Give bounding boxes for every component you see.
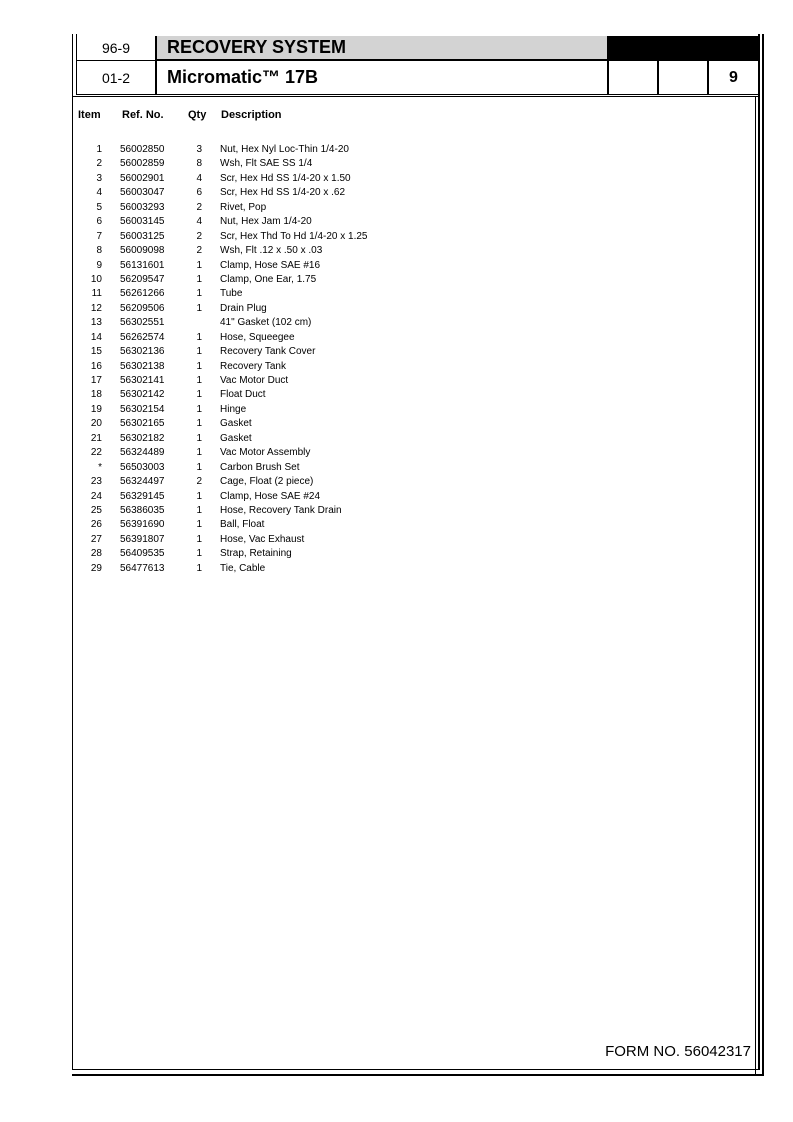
quantity: 1 bbox=[196, 548, 202, 560]
ref-number: 56302182 bbox=[120, 432, 165, 444]
parts-row bbox=[76, 504, 476, 518]
parts-row bbox=[76, 157, 476, 171]
page-number: 9 bbox=[708, 60, 759, 95]
parts-row bbox=[76, 533, 476, 547]
page-header bbox=[76, 36, 759, 95]
parts-row bbox=[76, 417, 476, 431]
parts-row bbox=[76, 143, 476, 157]
quantity: 1 bbox=[196, 519, 202, 531]
description: 41" Gasket (102 cm) bbox=[220, 317, 312, 329]
description: Drain Plug bbox=[220, 302, 267, 314]
ref-number: 56503003 bbox=[120, 461, 165, 473]
ref-number: 56002859 bbox=[120, 158, 165, 170]
item-number: 3 bbox=[96, 172, 102, 184]
parts-row bbox=[76, 230, 476, 244]
ref-number: 56261266 bbox=[120, 288, 165, 300]
item-number: 15 bbox=[90, 346, 102, 358]
ref-number: 56262574 bbox=[120, 331, 165, 343]
frame-bottom-rule bbox=[72, 1074, 764, 1076]
description: Scr, Hex Thd To Hd 1/4-20 x 1.25 bbox=[220, 230, 368, 242]
ref-number: 56302136 bbox=[120, 346, 165, 358]
quantity: 1 bbox=[196, 418, 202, 430]
ref-number: 56324489 bbox=[120, 447, 165, 459]
column-header-ref: Ref. No. bbox=[122, 109, 164, 121]
revision-code: 01-2 bbox=[76, 60, 156, 95]
section-code: 96-9 bbox=[76, 36, 156, 60]
quantity: 2 bbox=[196, 245, 202, 257]
parts-row bbox=[76, 461, 476, 475]
description: Clamp, Hose SAE #16 bbox=[220, 259, 321, 271]
parts-row bbox=[76, 388, 476, 402]
item-number: 24 bbox=[90, 490, 102, 502]
description: Clamp, Hose SAE #24 bbox=[220, 490, 321, 502]
item-number: 11 bbox=[91, 288, 102, 300]
ref-number: 56409535 bbox=[120, 548, 165, 560]
quantity: 1 bbox=[196, 360, 202, 372]
frame-right-shadow bbox=[762, 34, 764, 1074]
item-number: * bbox=[98, 461, 102, 473]
parts-row bbox=[76, 518, 476, 532]
ref-number: 56329145 bbox=[120, 490, 165, 502]
item-number: 8 bbox=[96, 245, 102, 257]
description: Clamp, One Ear, 1.75 bbox=[220, 273, 317, 285]
item-number: 12 bbox=[90, 302, 102, 314]
quantity: 1 bbox=[196, 432, 202, 444]
description: Nut, Hex Nyl Loc-Thin 1/4-20 bbox=[220, 144, 349, 155]
ref-number: 56386035 bbox=[120, 504, 165, 516]
header-black-bar bbox=[608, 36, 759, 60]
description: Vac Motor Duct bbox=[220, 375, 289, 386]
description: Hose, Squeegee bbox=[220, 331, 295, 343]
ref-number: 56477613 bbox=[120, 562, 165, 574]
item-number: 14 bbox=[90, 331, 102, 343]
ref-number: 56324497 bbox=[120, 476, 165, 488]
quantity: 2 bbox=[196, 476, 202, 488]
quantity: 1 bbox=[196, 375, 202, 386]
description: Hinge bbox=[220, 403, 247, 415]
parts-row bbox=[76, 432, 476, 446]
quantity: 1 bbox=[196, 490, 202, 502]
header-divider bbox=[72, 96, 759, 97]
description: Tie, Cable bbox=[220, 562, 266, 574]
parts-row bbox=[76, 186, 476, 200]
item-number: 13 bbox=[90, 317, 102, 329]
section-title: RECOVERY SYSTEM bbox=[156, 36, 608, 60]
model-title: Micromatic™ 17B bbox=[156, 60, 608, 95]
parts-row bbox=[76, 259, 476, 273]
parts-row bbox=[76, 360, 476, 374]
header-empty-box-1 bbox=[608, 60, 658, 95]
description: Scr, Hex Hd SS 1/4-20 x .62 bbox=[220, 187, 346, 199]
ref-number: 56003125 bbox=[120, 230, 165, 242]
quantity: 1 bbox=[196, 461, 202, 473]
parts-row bbox=[76, 403, 476, 417]
description: Hose, Vac Exhaust bbox=[220, 533, 305, 545]
parts-list bbox=[76, 143, 476, 576]
parts-row bbox=[76, 215, 476, 229]
quantity: 1 bbox=[196, 259, 202, 271]
description: Recovery Tank bbox=[220, 360, 286, 372]
column-header-item: Item bbox=[78, 109, 101, 121]
description: Nut, Hex Jam 1/4-20 bbox=[220, 216, 312, 228]
ref-number: 56302551 bbox=[120, 317, 165, 329]
quantity: 8 bbox=[196, 158, 202, 170]
item-number: 27 bbox=[90, 533, 102, 545]
ref-number: 56302141 bbox=[120, 375, 165, 386]
ref-number: 56391807 bbox=[120, 533, 165, 545]
parts-row bbox=[76, 562, 476, 576]
description: Rivet, Pop bbox=[220, 201, 267, 213]
description: Hose, Recovery Tank Drain bbox=[220, 504, 342, 516]
quantity: 1 bbox=[196, 533, 202, 545]
ref-number: 56003145 bbox=[120, 216, 165, 228]
parts-row bbox=[76, 547, 476, 561]
item-number: 17 bbox=[90, 375, 102, 386]
quantity: 2 bbox=[196, 230, 202, 242]
item-number: 1 bbox=[96, 144, 102, 155]
ref-number: 56302138 bbox=[120, 360, 165, 372]
parts-row bbox=[76, 201, 476, 215]
item-number: 9 bbox=[96, 259, 102, 271]
quantity: 1 bbox=[196, 273, 202, 285]
parts-row bbox=[76, 446, 476, 460]
header-empty-box-2 bbox=[658, 60, 708, 95]
parts-row bbox=[76, 475, 476, 489]
form-number: FORM NO. 56042317 bbox=[605, 1043, 751, 1060]
quantity: 1 bbox=[196, 302, 202, 314]
parts-row bbox=[76, 374, 476, 388]
ref-number: 56131601 bbox=[120, 259, 165, 271]
item-number: 5 bbox=[96, 201, 102, 213]
quantity: 3 bbox=[196, 144, 202, 155]
item-number: 6 bbox=[96, 216, 102, 228]
quantity: 1 bbox=[196, 562, 202, 574]
item-number: 2 bbox=[96, 158, 102, 170]
item-number: 16 bbox=[90, 360, 102, 372]
description: Float Duct bbox=[220, 389, 266, 401]
parts-row bbox=[76, 345, 476, 359]
quantity: 1 bbox=[196, 331, 202, 343]
parts-row bbox=[76, 287, 476, 301]
description: Tube bbox=[220, 288, 243, 300]
parts-row bbox=[76, 244, 476, 258]
item-number: 7 bbox=[96, 230, 102, 242]
item-number: 20 bbox=[90, 418, 102, 430]
ref-number: 56209547 bbox=[120, 273, 165, 285]
ref-number: 56302142 bbox=[120, 389, 165, 401]
item-number: 19 bbox=[90, 403, 102, 415]
quantity: 6 bbox=[196, 187, 202, 199]
description: Gasket bbox=[220, 418, 252, 430]
parts-row bbox=[76, 273, 476, 287]
item-number: 21 bbox=[90, 432, 102, 444]
item-number: 29 bbox=[90, 562, 102, 574]
item-number: 23 bbox=[90, 476, 102, 488]
parts-row bbox=[76, 331, 476, 345]
ref-number: 56009098 bbox=[120, 245, 165, 257]
ref-number: 56209506 bbox=[120, 302, 165, 314]
ref-number: 56391690 bbox=[120, 519, 165, 531]
item-number: 28 bbox=[90, 548, 102, 560]
parts-row bbox=[76, 316, 476, 330]
quantity: 1 bbox=[196, 504, 202, 516]
ref-number: 56003047 bbox=[120, 187, 165, 199]
parts-row bbox=[76, 172, 476, 186]
item-number: 26 bbox=[90, 519, 102, 531]
quantity: 4 bbox=[196, 216, 202, 228]
ref-number: 56002901 bbox=[120, 172, 165, 184]
item-number: 18 bbox=[90, 389, 102, 401]
quantity: 1 bbox=[196, 389, 202, 401]
description: Vac Motor Assembly bbox=[220, 447, 311, 459]
parts-row bbox=[76, 302, 476, 316]
ref-number: 56002850 bbox=[120, 144, 165, 155]
description: Scr, Hex Hd SS 1/4-20 x 1.50 bbox=[220, 172, 351, 184]
description: Ball, Float bbox=[220, 519, 265, 531]
column-header-description: Description bbox=[221, 109, 282, 121]
ref-number: 56302154 bbox=[120, 403, 165, 415]
ref-number: 56302165 bbox=[120, 418, 165, 430]
description: Strap, Retaining bbox=[220, 548, 292, 560]
column-header-qty: Qty bbox=[188, 109, 207, 121]
quantity: 1 bbox=[196, 403, 202, 415]
quantity: 1 bbox=[196, 447, 202, 459]
description: Recovery Tank Cover bbox=[220, 346, 316, 358]
description: Cage, Float (2 piece) bbox=[220, 476, 314, 488]
description: Carbon Brush Set bbox=[220, 461, 300, 473]
item-number: 10 bbox=[90, 273, 102, 285]
ref-number: 56003293 bbox=[120, 201, 165, 213]
quantity: 4 bbox=[196, 172, 202, 184]
quantity: 2 bbox=[196, 201, 202, 213]
parts-row bbox=[76, 490, 476, 504]
quantity: 1 bbox=[196, 288, 202, 300]
item-number: 22 bbox=[90, 447, 102, 459]
frame-inner-right-line bbox=[755, 96, 756, 1074]
item-number: 25 bbox=[90, 504, 102, 516]
description: Gasket bbox=[220, 432, 252, 444]
item-number: 4 bbox=[96, 187, 102, 199]
description: Wsh, Flt .12 x .50 x .03 bbox=[220, 245, 323, 257]
quantity: 1 bbox=[196, 346, 202, 358]
description: Wsh, Flt SAE SS 1/4 bbox=[220, 158, 313, 170]
